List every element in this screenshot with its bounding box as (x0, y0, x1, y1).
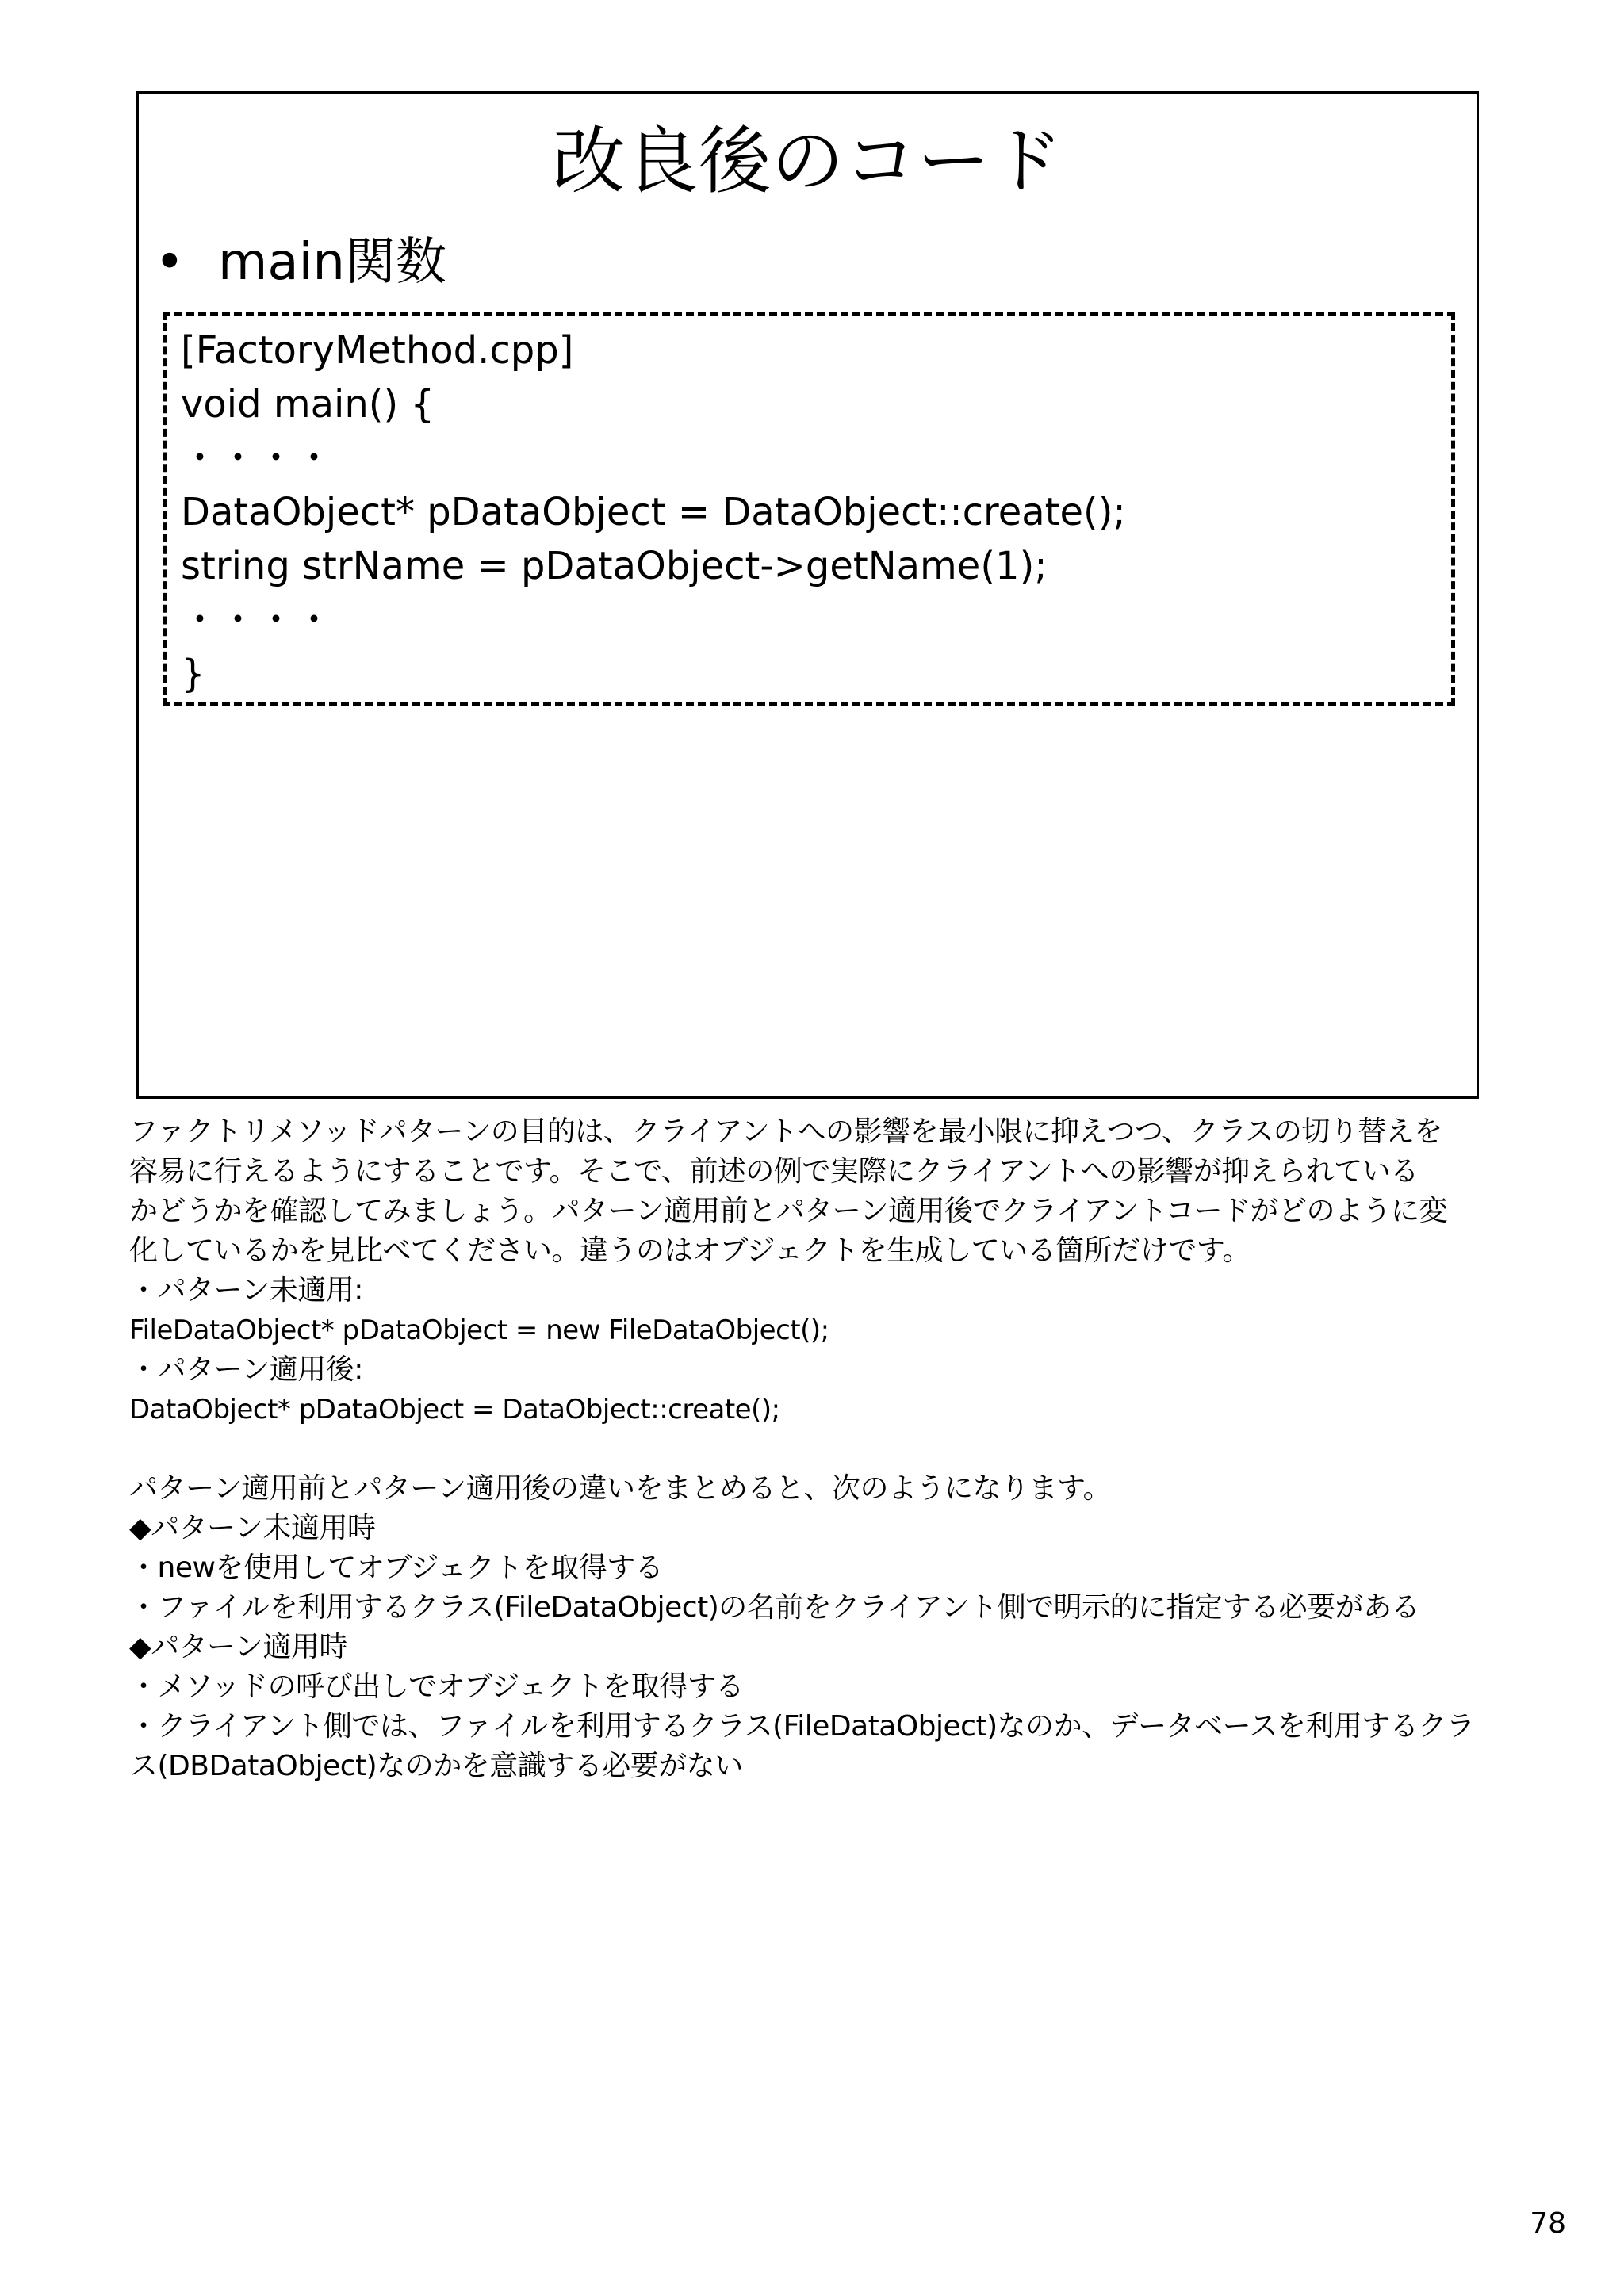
bullet-text: main関数 (218, 233, 446, 292)
slide-title: 改良後のコード (552, 119, 1063, 204)
with-pattern-heading: ◆パターン適用時 (129, 1631, 347, 1663)
without-pattern-heading: ◆パターン未適用時 (129, 1512, 376, 1544)
without-pattern-item: ・ファイルを利用するクラス(FileDataObject)の名前をクライアント側で明示的に指定する必要がある (129, 1591, 1420, 1624)
with-pattern-item: ・メソッドの呼び出しでオブジェクトを取得する (129, 1670, 744, 1703)
code-line: string strName = pDataObject->getName(1); (181, 544, 1048, 588)
before-code: FileDataObject* pDataObject = new FileDataObject(); (129, 1314, 829, 1346)
spacer (129, 1429, 1493, 1469)
summary-intro: パターン適用前とパターン適用後の違いをまとめると、次のようになります。 (129, 1472, 1112, 1505)
code-line: ・・・・ (181, 598, 334, 642)
notes-paragraph-line: 容易に行えるようにすることです。そこで、前述の例で実際にクライアントへの影響が抑えられている (129, 1155, 1419, 1188)
without-pattern-item: ・newを使用してオブジェクトを取得する (129, 1552, 664, 1584)
notes-paragraph-line: 化しているかを見比べてください。違うのはオブジェクトを生成している箇所だけです。 (129, 1234, 1251, 1267)
code-line: ・・・・ (181, 436, 334, 480)
page-number: 78 (1530, 2207, 1566, 2240)
bullet-marker: • (155, 233, 185, 292)
code-block (163, 312, 1455, 706)
code-line: } (181, 652, 205, 696)
slide-frame (136, 91, 1479, 1099)
code-line: [FactoryMethod.cpp] (181, 328, 574, 373)
with-pattern-item: ス(DBDataObject)なのかを意識する必要がない (129, 1750, 743, 1782)
notes-paragraph-line: ファクトリメソッドパターンの目的は、クライアントへの影響を最小限に抑えつつ、クラスの切り替えを (129, 1115, 1442, 1148)
code-line: DataObject* pDataObject = DataObject::create(); (181, 490, 1126, 534)
notes-paragraph-line: かどうかを確認してみましょう。パターン適用前とパターン適用後でクライアントコードがどのように変 (129, 1195, 1448, 1227)
code-line: void main() { (181, 382, 435, 427)
after-code: DataObject* pDataObject = DataObject::create(); (129, 1394, 780, 1425)
with-pattern-item: ・クライアント側では、ファイルを利用するクラス(FileDataObject)なのか、データベースを利用するクラ (129, 1710, 1475, 1743)
after-label: ・パターン適用後: (129, 1353, 363, 1386)
slide-bullet (155, 227, 446, 298)
speaker-notes (129, 1112, 1493, 1786)
before-label: ・パターン未適用: (129, 1274, 363, 1307)
